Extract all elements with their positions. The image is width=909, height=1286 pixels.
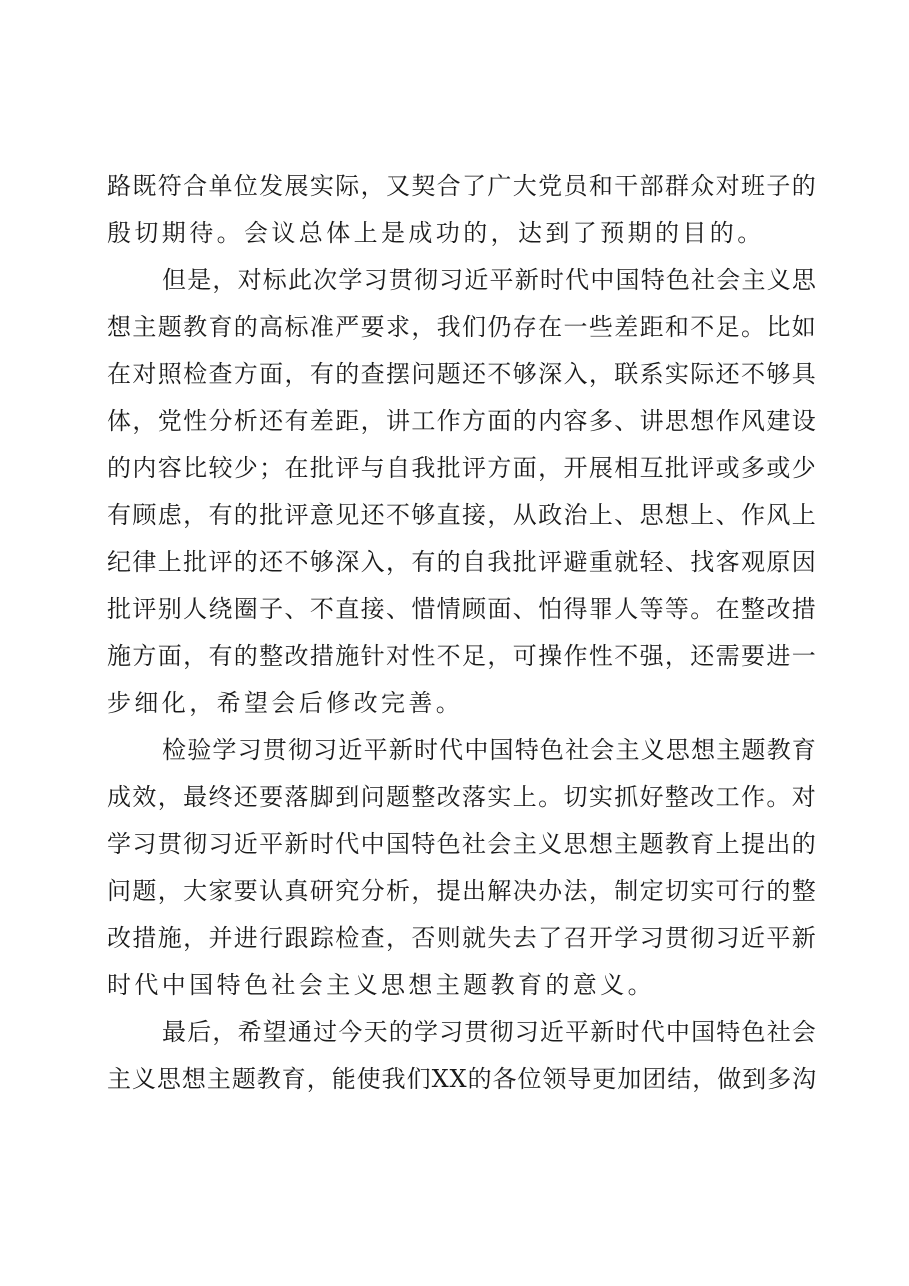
text-line: 殷切期待。会议总体上是成功的，达到了预期的目的。	[107, 219, 765, 247]
text-line: 有顾虑，有的批评意见还不够直接，从政治上、思想上、作风上	[107, 501, 817, 529]
text-line: 时代中国特色社会主义思想主题教育的意义。	[107, 971, 655, 999]
text-line: 学习贯彻习近平新时代中国特色社会主义思想主题教育上提出的	[107, 830, 817, 858]
text-line: 问题，大家要认真研究分析，提出解决办法，制定切实可行的整	[107, 877, 817, 905]
text-line: 纪律上批评的还不够深入，有的自我批评避重就轻、找客观原因	[107, 548, 817, 576]
paragraph-2	[107, 257, 817, 727]
text-line: 主义思想主题教育，能使我们XX的各位领导更加团结，做到多沟	[107, 1065, 817, 1093]
paragraph-1	[107, 163, 817, 257]
text-line: 的内容比较少；在批评与自我批评方面，开展相互批评或多或少	[107, 454, 817, 482]
text-line: 体，党性分析还有差距，讲工作方面的内容多、讲思想作风建设	[107, 407, 817, 435]
body-text	[107, 163, 817, 1103]
text-line: 在对照检查方面，有的查摆问题还不够深入，联系实际还不够具	[107, 360, 817, 388]
text-line: 批评别人绕圈子、不直接、惜情顾面、怕得罪人等等。在整改措	[107, 595, 817, 623]
text-line: 检验学习贯彻习近平新时代中国特色社会主义思想主题教育	[162, 736, 817, 764]
text-line: 最后，希望通过今天的学习贯彻习近平新时代中国特色社会	[162, 1018, 817, 1046]
text-line: 想主题教育的高标准严要求，我们仍存在一些差距和不足。比如	[107, 313, 817, 341]
paragraph-4	[107, 1009, 817, 1103]
text-line: 但是，对标此次学习贯彻习近平新时代中国特色社会主义思	[162, 266, 817, 294]
text-line: 施方面，有的整改措施针对性不足，可操作性不强，还需要进一	[107, 642, 817, 670]
paragraph-3	[107, 727, 817, 1009]
text-line: 路既符合单位发展实际，又契合了广大党员和干部群众对班子的	[107, 172, 817, 200]
text-line: 成效，最终还要落脚到问题整改落实上。切实抓好整改工作。对	[107, 783, 817, 811]
text-line: 改措施，并进行跟踪检查，否则就失去了召开学习贯彻习近平新	[107, 924, 817, 952]
text-line: 步细化，希望会后修改完善。	[107, 689, 464, 717]
